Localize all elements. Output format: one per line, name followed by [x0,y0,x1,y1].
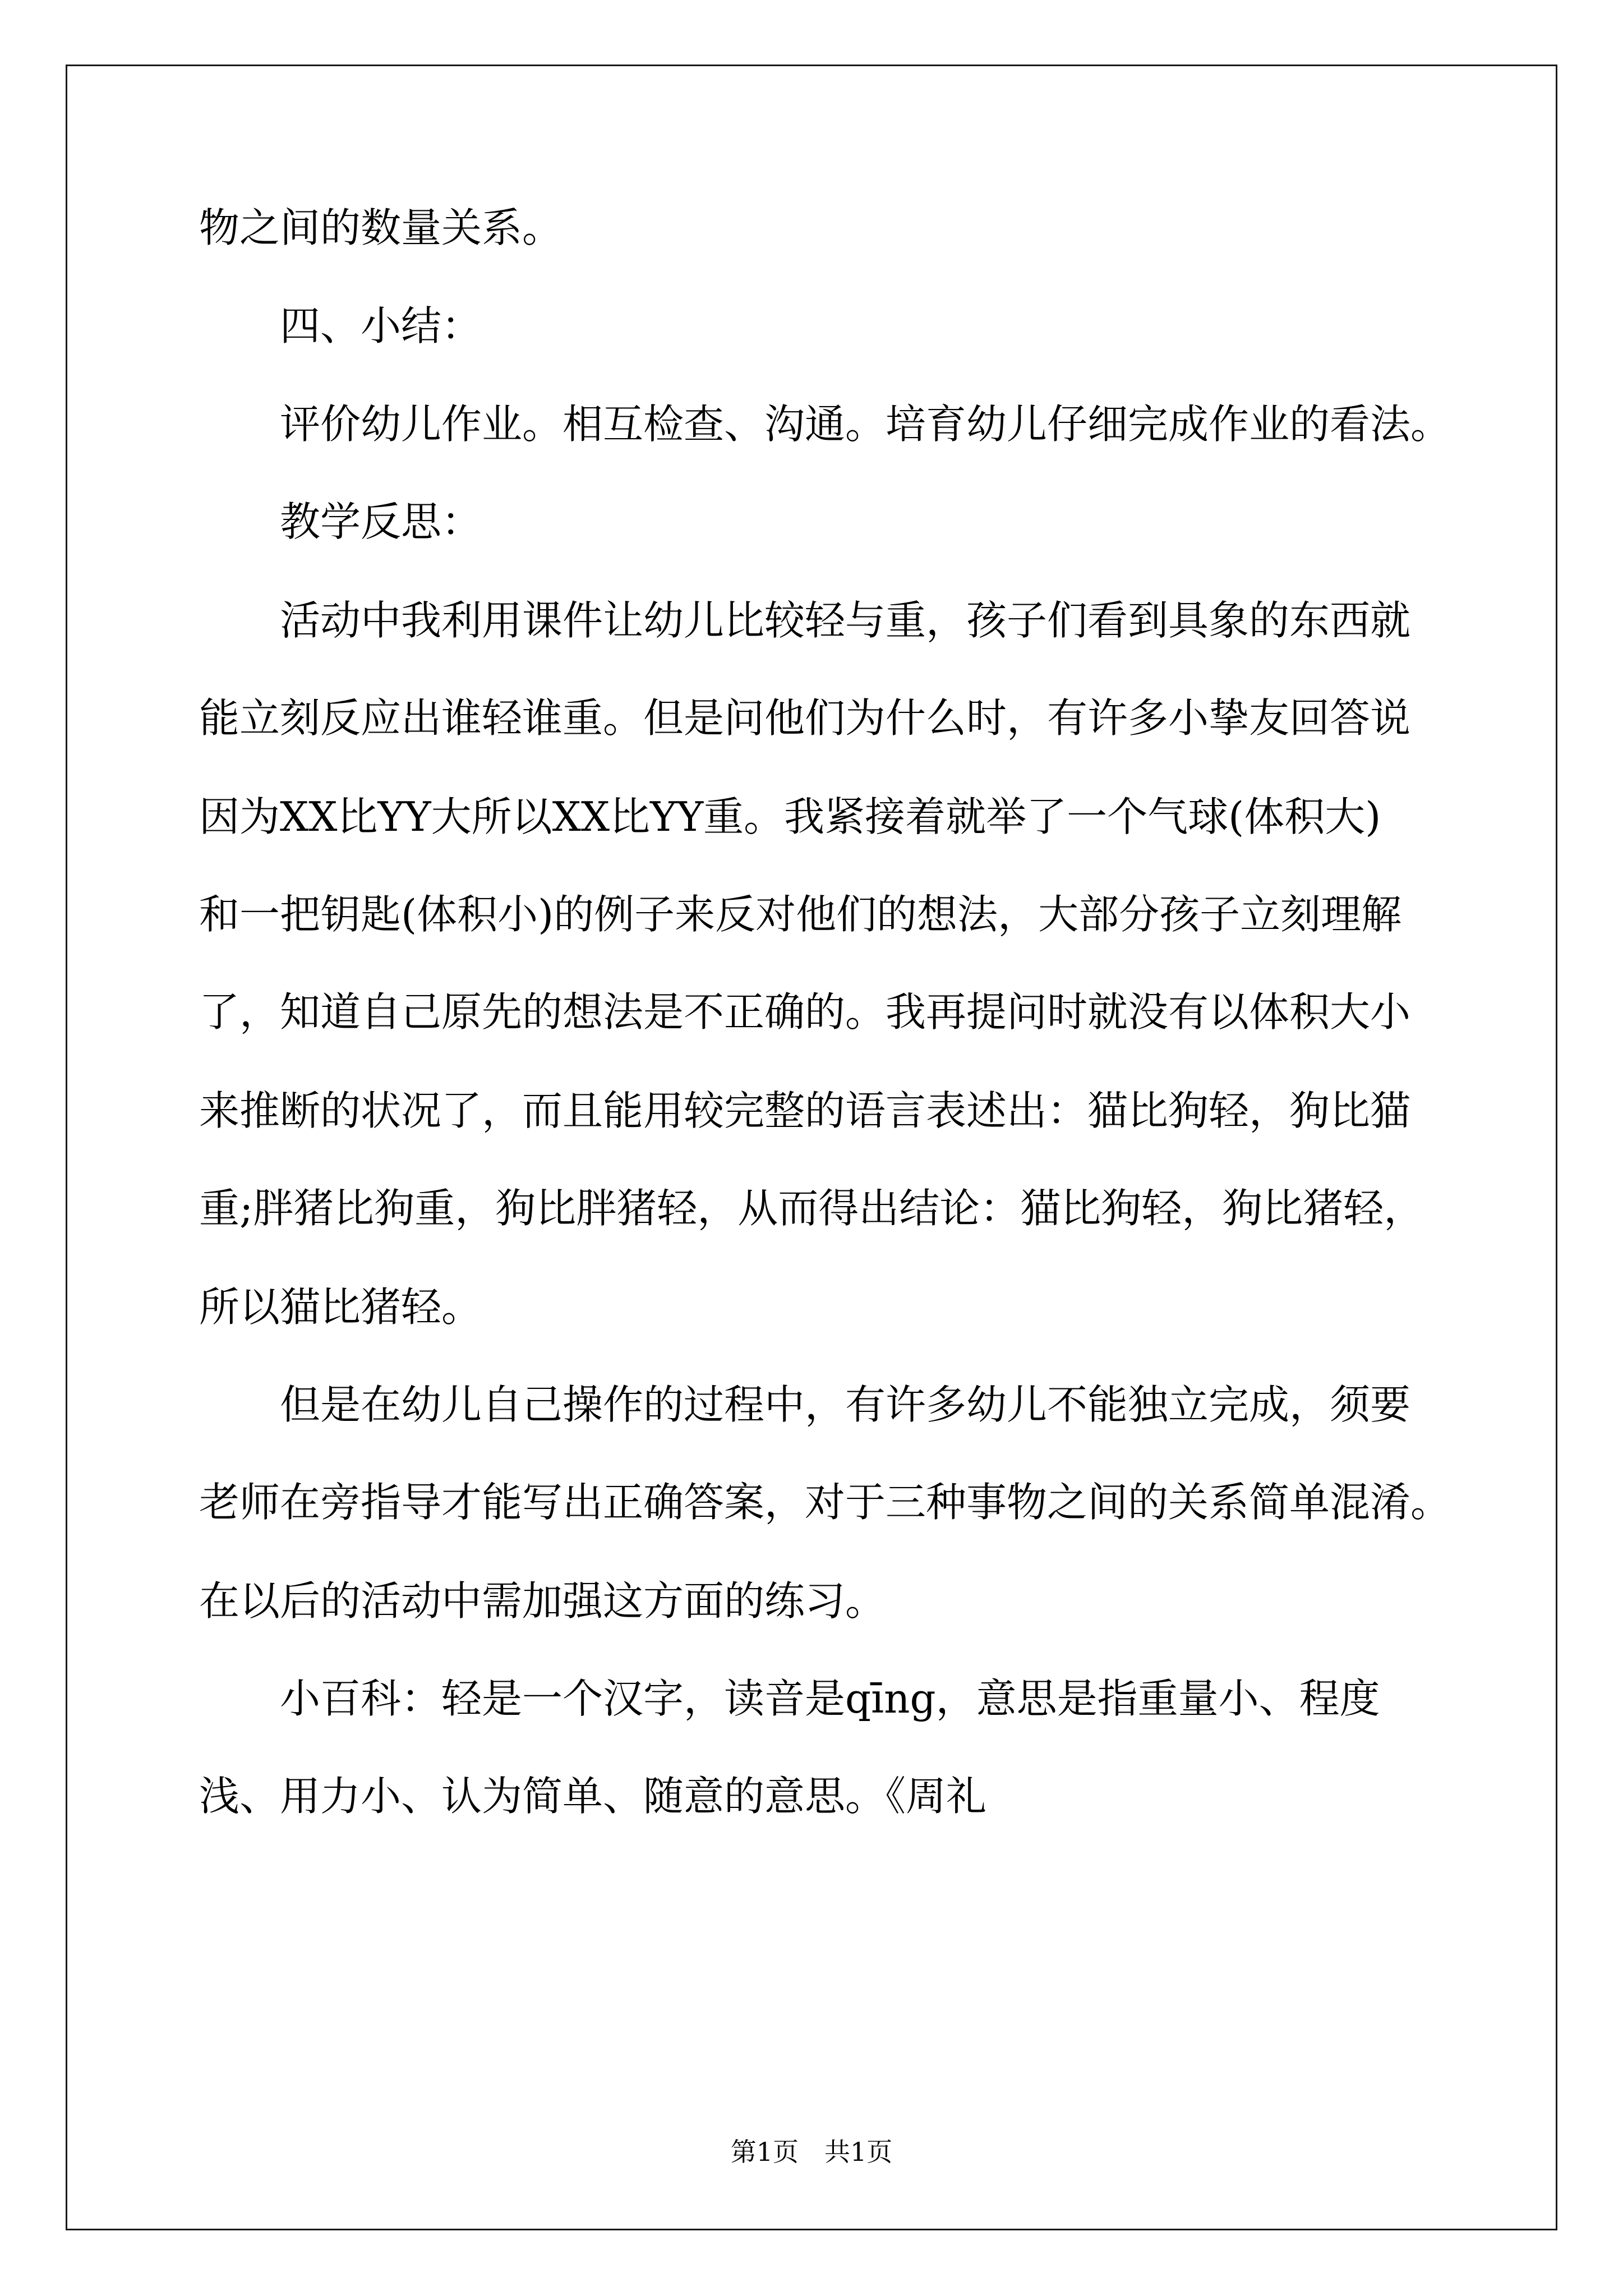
page-total: 共1页 [824,2137,893,2167]
text-line: 物之间的数量关系。 [199,204,563,251]
text-line: 浅、用力小、认为简单、随意的意思。《周礼 [199,1773,987,1820]
text-line: 老师在旁指导才能写出正确答案，对于三种事物之间的关系简单混淆。 [199,1479,1451,1526]
text-line: 和一把钥匙(体积小)的例子来反对他们的想法，大部分孩子立刻理解 [199,891,1402,938]
page-footer [0,2132,1623,2169]
section-heading: 教学反思： [280,498,482,545]
text-line: 了，知道自己原先的想法是不正确的。我再提问时就没有以体积大小 [199,988,1411,1036]
text-line: 在以后的活动中需加强这方面的练习。 [199,1577,886,1625]
text-line: 所以猫比猪轻。 [199,1283,482,1331]
text-line: 评价幼儿作业。相互检查、沟通。培育幼儿仔细完成作业的看法。 [280,401,1451,448]
text-line: 因为XX比YY大所以XX比YY重。我紧接着就举了一个气球(体积大) [199,793,1381,840]
text-line: 活动中我利用课件让幼儿比较轻与重，孩子们看到具象的东西就 [280,597,1411,644]
page-number: 第1页 [730,2137,799,2167]
text-line: 来推断的状况了，而且能用较完整的语言表述出：猫比狗轻，狗比猫 [199,1087,1411,1134]
text-line: 重;胖猪比狗重，狗比胖猪轻，从而得出结论：猫比狗轻，狗比猪轻， [199,1185,1424,1232]
text-line: 但是在幼儿自己操作的过程中，有许多幼儿不能独立完成，须要 [280,1381,1411,1428]
section-heading: 四、小结： [280,302,482,349]
page-border [66,65,1557,2230]
text-line: 小百科：轻是一个汉字，读音是qīng，意思是指重量小、程度 [280,1675,1380,1722]
text-line: 能立刻反应出谁轻谁重。但是问他们为什么时，有许多小挚友回答说 [199,694,1411,742]
